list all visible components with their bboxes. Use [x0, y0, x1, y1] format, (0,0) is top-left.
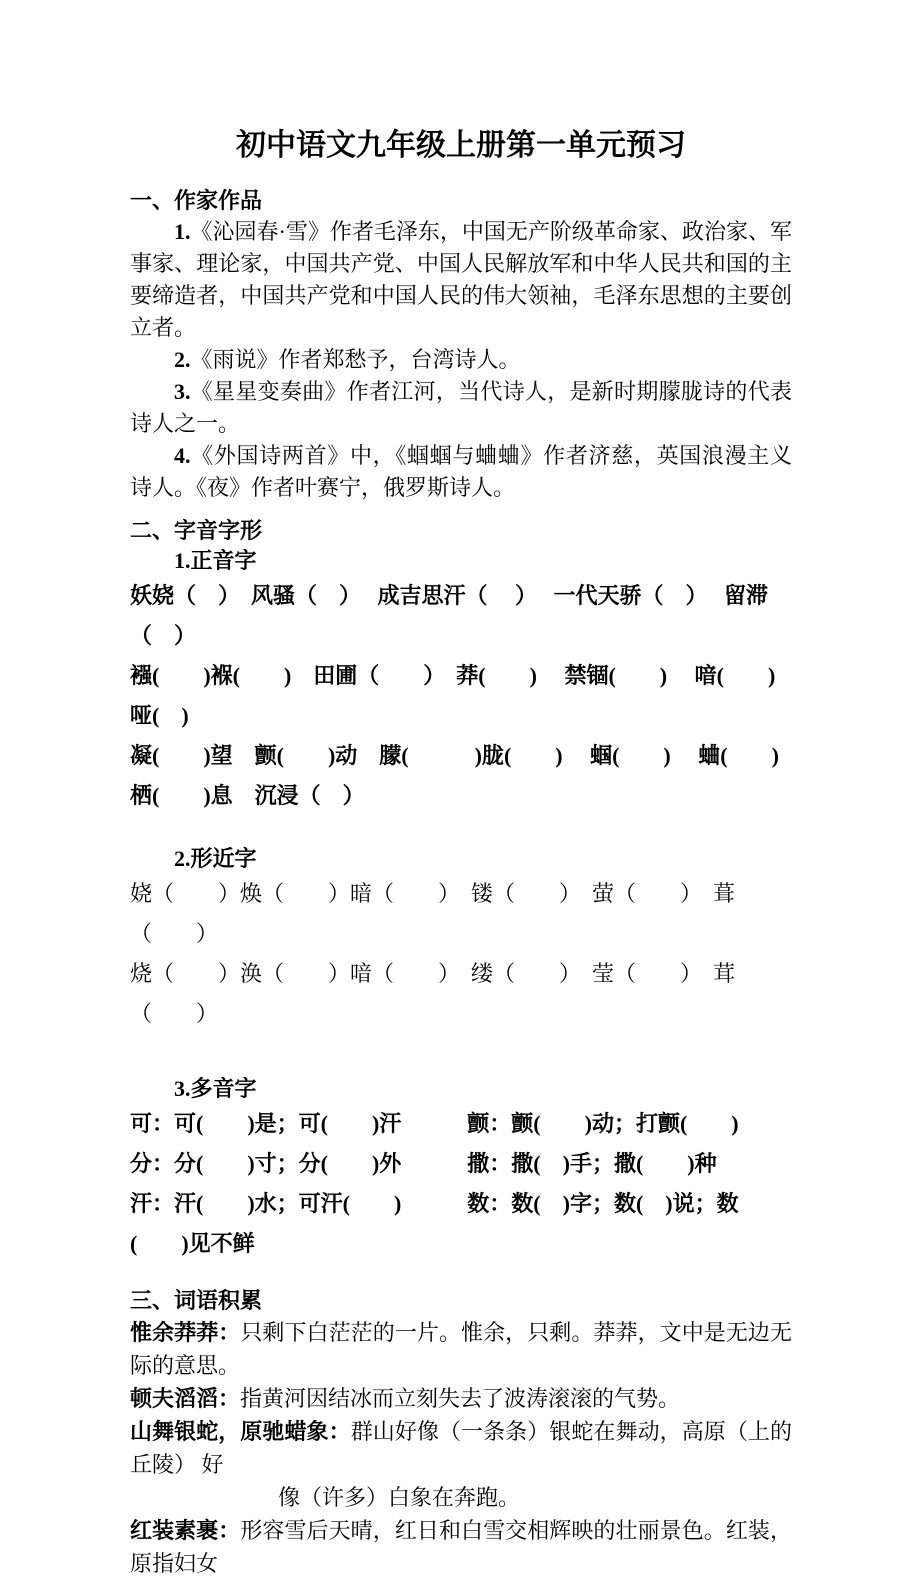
fill-in-row: 凝( )望 颤( )动 朦( )胧( ) 蝈( ) 蛐( )	[130, 743, 779, 768]
item-number: 4.	[174, 443, 191, 468]
item-text: 《沁园春·雪》作者毛泽东，中国无产阶级革命家、政治家、军事家、理论家，中国共产党、中国人民解放军和中华人民共和国的主要缔造者，中国共产党和中国人民的伟大领袖，毛泽东思想的主要创立者。	[130, 219, 792, 340]
vocab-definition: 只剩下白茫茫的一片。惟余，只剩。莽莽，文中是无边无际的意思。	[130, 1320, 792, 1378]
fill-in-row: 襁( )褓( ) 田圃（ ） 莽( ) 禁锢( ) 喑( )哑( )	[130, 663, 776, 728]
item-number: 2.	[174, 347, 191, 372]
vocab-term: 惟余莽莽：	[130, 1320, 241, 1345]
vocab-entry	[130, 1415, 792, 1481]
fill-in-row: 分：分( )寸；分( )外 撒：撒( )手；撒( )种	[130, 1151, 717, 1176]
vocab-definition: 形容雪后天晴，红日和白雪交相辉映的壮丽景色。红装，原指妇女	[130, 1518, 792, 1576]
vocab-entry	[130, 1514, 792, 1580]
item-number: 3.	[174, 379, 191, 404]
item-text: 《星星变奏曲》作者江河，当代诗人，是新时期朦胧诗的代表诗人之一。	[130, 379, 792, 436]
section-heading-author-works: 一、作家作品	[130, 188, 263, 213]
item-number: 1.	[174, 219, 191, 244]
paragraph-work-1	[130, 216, 792, 344]
fill-in-row: 妖娆（ ） 风骚（ ） 成吉思汗（ ） 一代天骄（ ） 留滞（ ）	[130, 583, 769, 648]
document-content	[130, 0, 792, 1580]
vocab-term: 山舞银蛇，原驰蜡象：	[130, 1419, 351, 1444]
page-title: 初中语文九年级上册第一单元预习	[236, 129, 686, 162]
fill-in-row: 可：可( )是；可( )汗 颤：颤( )动；打颤( )	[130, 1111, 739, 1136]
item-text: 《雨说》作者郑愁予，台湾诗人。	[190, 347, 521, 372]
subsection-heading-similar-characters: 2.形近字	[174, 846, 257, 871]
section-heading-phonetics: 二、字音字形	[130, 518, 263, 543]
item-text: 《外国诗两首》中，《蝈蝈与蛐蛐》作者济慈，英国浪漫主义诗人。《夜》作者叶赛宁，俄罗斯诗人。	[130, 443, 792, 500]
vocab-definition: 指黄河因结冰而立刻失去了波涛滚滚的气势。	[240, 1386, 681, 1411]
fill-in-row: 汗：汗( )水；可汗( ) 数：数( )字；数( )说；数( )见不鲜	[130, 1191, 739, 1256]
vocab-term: 红装素裹：	[130, 1518, 241, 1543]
vocab-definition: 群山好像（一条条）银蛇在舞动，高原（上的丘陵） 好	[130, 1419, 792, 1477]
paragraph-work-2	[130, 344, 792, 376]
subsection-heading-polyphonic-characters: 3.多音字	[174, 1076, 257, 1101]
fill-in-row: 栖( )息 沉浸（ ）	[130, 783, 365, 808]
fill-in-row: 娆（ ）焕（ ）暗（ ） 镂（ ） 萤（ ） 葺（ ）	[130, 881, 736, 946]
paragraph-work-4	[130, 440, 792, 504]
paragraph-work-3	[130, 376, 792, 440]
vocab-entry	[130, 1316, 792, 1382]
fill-in-row: 烧（ ）涣（ ）喑（ ） 缕（ ） 莹（ ） 茸（ ）	[130, 961, 736, 1026]
vocab-term: 顿夫滔滔：	[130, 1386, 241, 1411]
vocab-definition-continuation: 像（许多）白象在奔跑。	[278, 1485, 521, 1510]
section-heading-vocabulary: 三、词语积累	[130, 1288, 263, 1313]
subsection-heading-correct-pronunciation: 1.正音字	[174, 548, 257, 573]
vocab-entry	[130, 1382, 792, 1415]
